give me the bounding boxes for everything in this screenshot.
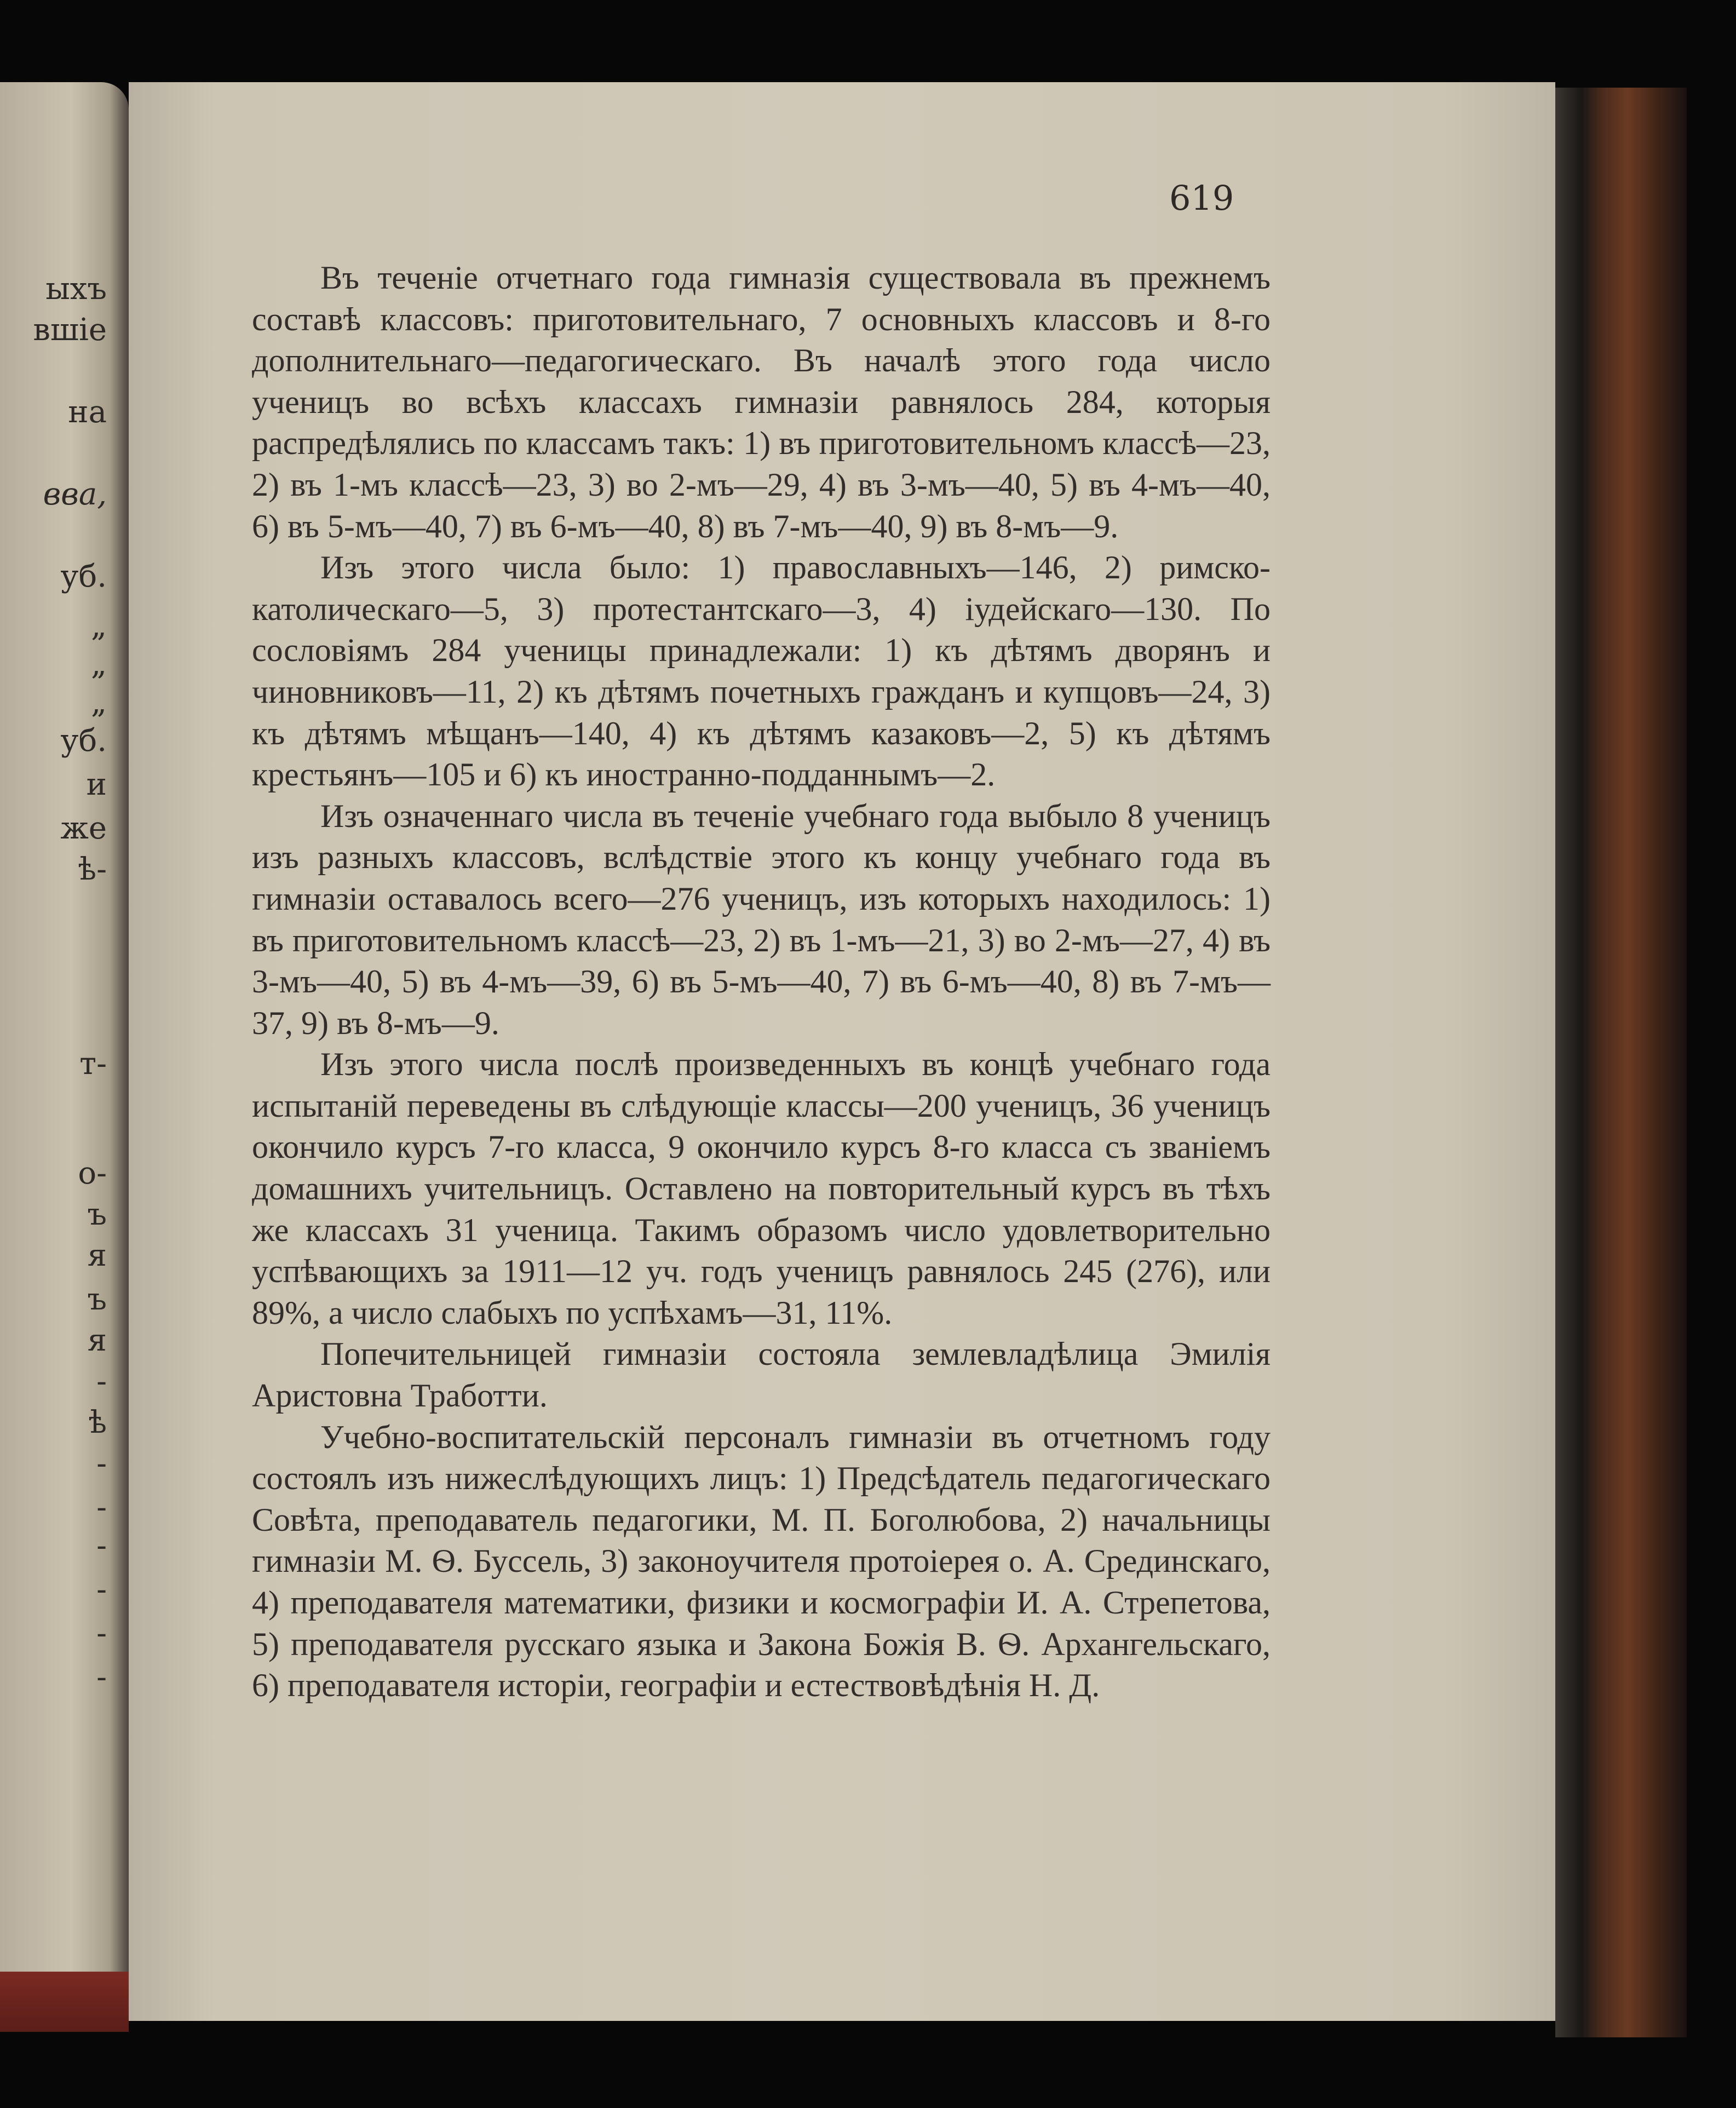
left-page-fragment: ъ [87, 1197, 107, 1232]
left-page-fragment: т- [79, 1046, 107, 1082]
left-page-fragment: - [96, 1616, 107, 1651]
left-page-fragment: - [96, 1490, 107, 1525]
book-cover-edge [1555, 88, 1687, 2037]
left-page-fragment: - [96, 1572, 107, 1607]
left-page-fragment: - [96, 1528, 107, 1564]
left-page-fragment: „ [90, 646, 107, 682]
left-page-fragment: - [96, 1446, 107, 1481]
left-page-fragment: „ [90, 608, 107, 644]
paragraph: Изъ этого числа послѣ произведенныхъ въ концѣ учебнаго года испытаній переведены въ слѣдующіе классы—200 ученицъ, 36 ученицъ окончило курсъ 7-го класса, 9 окончило курсъ 8-го класса съ званіемъ домашнихъ учительницъ. Оставлено на повторительный курсъ въ тѣхъ же классахъ 31 ученица. Такимъ образомъ число удовлетворительно успѣвающихъ за 1911—12 уч. годъ ученицъ равнялось 245 (276), или 89%, а число слабыхъ по успѣхамъ—31, 11%. [252, 1046, 1271, 1331]
paragraph: Попечительницей гимназіи состояла землевладѣлица Эмилія Аристовна Тработти. [252, 1336, 1271, 1414]
paragraph: Изъ этого числа было: 1) православныхъ—146, 2) римско-католическаго—5, 3) протестантскаго—3, 4) іудейскаго—130. По сословіямъ 284 ученицы принадлежали: 1) къ дѣтямъ дворянъ и чиновниковъ—11, 2) къ дѣтямъ почетныхъ гражданъ и купцовъ—24, 3) къ дѣтямъ мѣщанъ—140, 4) къ дѣтямъ казаковъ—2, 5) къ дѣтямъ крестьянъ—105 и 6) къ иностранно-подданнымъ—2. [252, 549, 1271, 793]
left-page-fragment: вшіе [33, 312, 107, 348]
left-page-fragment: ѣ [88, 1405, 107, 1440]
left-page-fragment: я [87, 1323, 107, 1358]
page-number: 619 [1169, 178, 1234, 218]
left-page-fragment: я [87, 1238, 107, 1273]
left-page-fragment: ыхъ [45, 271, 107, 307]
left-page-fragment: уб. [60, 559, 107, 594]
paragraph: Въ теченіе отчетнаго года гимназія существовала въ прежнемъ составѣ классовъ: приготовительнаго, 7 основныхъ классовъ и 8-го дополнительнаго—педагогическаго. Въ началѣ этого года число ученицъ во всѣхъ классахъ гимназіи равнялось 284, которыя распредѣлялись по классамъ такъ: 1) въ приготовительномъ классѣ—23, 2) въ 1-мъ классѣ—23, 3) во 2-мъ—29, 4) въ 3-мъ—40, 5) въ 4-мъ—40, 6) въ 5-мъ—40, 7) въ 6-мъ—40, 8) въ 7-мъ—40, 9) въ 8-мъ—9. [252, 260, 1271, 544]
left-page-fragment: уб. [60, 723, 107, 759]
left-page-fragment: и [86, 767, 107, 802]
left-page-fragment: „ [90, 685, 107, 720]
left-page-edge [0, 82, 129, 2032]
left-page-fragment: же [60, 811, 107, 846]
left-page-fragment: вва, [43, 476, 107, 512]
book-page [129, 82, 1555, 2021]
paragraph: Учебно-воспитательскій персоналъ гимназіи въ отчетномъ году состоялъ изъ нижеслѣдующихъ лицъ: 1) Предсѣдатель педагогическаго Совѣта, преподаватель педагогики, М. П. Боголюбова, 2) начальницы гимназіи М. Ѳ. Буссель, 3) законоучителя протоіерея о. А. Срединскаго, 4) преподавателя математики, физики и космографіи И. А. Стрепетова, 5) преподавателя русскаго языка и Закона Божія В. Ѳ. Архангельскаго, 6) преподавателя исторіи, географіи и естествовѣдѣнія Н. Д. [252, 1418, 1271, 1704]
left-page-fragment: ѣ- [78, 852, 107, 887]
left-page-fragment: - [96, 1364, 107, 1399]
left-page-fragment: ъ [87, 1282, 107, 1317]
left-page-fragment: на [68, 394, 107, 430]
left-page-fragment: о- [78, 1156, 107, 1191]
paragraph: Изъ означеннаго числа въ теченіе учебнаго года выбыло 8 ученицъ изъ разныхъ классовъ, вслѣдствіе этого къ концу учебнаго года въ гимназіи оставалось всего—276 ученицъ, изъ которыхъ находилось: 1) въ приготовительномъ классѣ—23, 2) въ 1-мъ—21, 3) во 2-мъ—27, 4) въ 3-мъ—40, 5) въ 4-мъ—39, 6) въ 5-мъ—40, 7) въ 6-мъ—40, 8) въ 7-мъ—37, 9) въ 8-мъ—9. [252, 797, 1271, 1041]
page-text [252, 257, 1271, 1707]
left-page-fragment: - [96, 1659, 107, 1695]
left-page-red-edge [0, 1972, 129, 2032]
